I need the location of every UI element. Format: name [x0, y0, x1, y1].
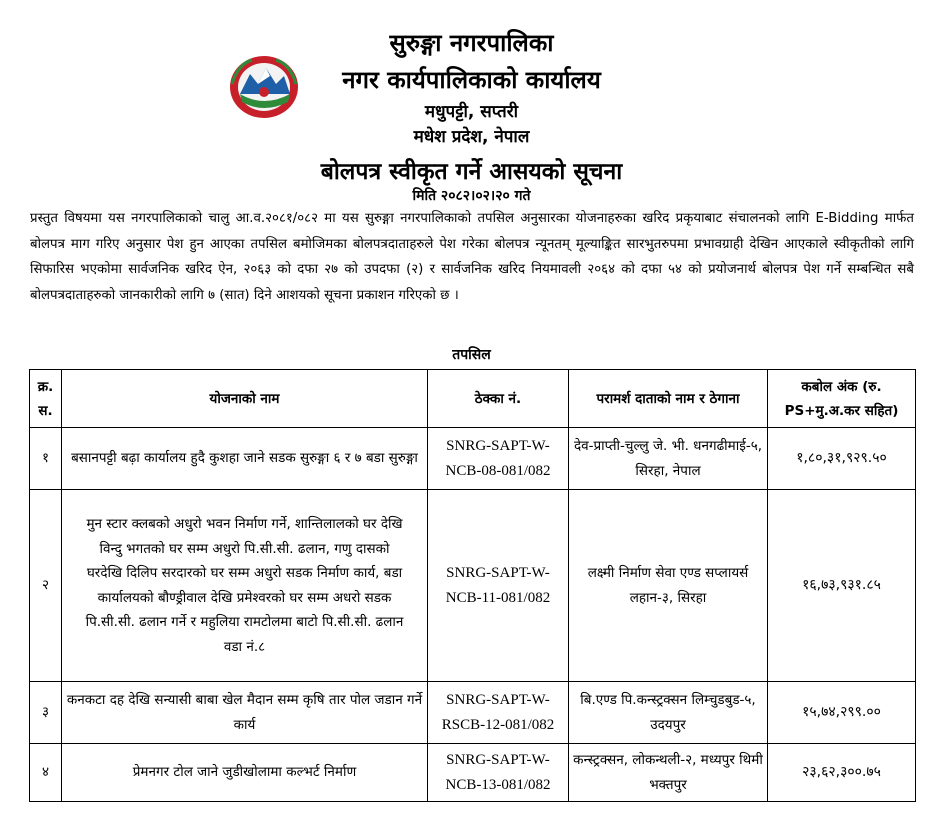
- row-contract: SNRG-SAPT-W-NCB-08-081/082: [428, 428, 569, 490]
- table-row: [30, 428, 916, 490]
- row-contract: SNRG-SAPT-W-RSCB-12-081/082: [428, 682, 569, 744]
- table-row: [30, 490, 916, 682]
- table-row: [30, 682, 916, 744]
- row-project: मुन स्टार क्लबको अधुरो भवन निर्माण गर्ने, शान्तिलालको घर देखि विन्दु भगतको घर सम्म अधुरो पि.सी.सी. ढलान, गणु दासको घरदेखि दिलिप सरदारको घर सम्म अधुरो सडक निर्माण कार्य, बडा कार्यालयको बौण्ड्रीवाल देखि प्रमेश्वरको घर सम्म अधरो सडक पि.सी.सी. ढलान गर्ने र महुलिया रामटोलमा बाटो पि.सी.सी. ढलान वडा नं.८: [62, 490, 428, 682]
- bid-table: [29, 369, 916, 802]
- row-sn: १: [30, 428, 62, 490]
- header-consultant: परामर्श दाताको नाम र ठेगाना: [569, 370, 768, 428]
- row-sn: ३: [30, 682, 62, 744]
- row-bid: २३,६२,३००.७५: [768, 744, 916, 802]
- row-bid: १६,७३,९३१.८५: [768, 490, 916, 682]
- header-sn: क्र. स.: [30, 370, 62, 428]
- office-name: नगर कार्यपालिकाको कार्यालय: [342, 66, 601, 94]
- row-project: बसानपट्टी बढ़ा कार्यालय हुदै कुशहा जाने सडक सुरुङ्गा ६ र ७ बडा सुरुङ्गा: [62, 428, 428, 490]
- row-consultant: बि.एण्ड पि.कन्स्ट्रक्सन लिम्चुडबुड-५, उदयपुर: [569, 682, 768, 744]
- section-title: तपसिल: [452, 347, 491, 363]
- notice-title: बोलपत्र स्वीकृत गर्ने आसयको सूचना: [320, 159, 623, 185]
- row-consultant: देव-प्राप्ती-चुल्लु जे. भी. धनगढीमाई-५, सिरहा, नेपाल: [569, 428, 768, 490]
- row-project: कनकटा दह देखि सन्यासी बाबा खेल मैदान सम्म कृषि तार पोल जडान गर्ने कार्य: [62, 682, 428, 744]
- row-sn: ४: [30, 744, 62, 802]
- office-location: मधुपट्टी, सप्तरी: [424, 102, 519, 122]
- row-bid: १५,७४,२९९.००: [768, 682, 916, 744]
- row-consultant: लक्ष्मी निर्माण सेवा एण्ड सप्लायर्स लहान-३, सिरहा: [569, 490, 768, 682]
- header-bid: कबोल अंक (रु. PS+मु.अ.कर सहित): [768, 370, 916, 428]
- notice-date: मिति २०८२।०२।२० गते: [412, 188, 531, 204]
- header-contract: ठेक्का नं.: [428, 370, 569, 428]
- row-sn: २: [30, 490, 62, 682]
- row-contract: SNRG-SAPT-W-NCB-11-081/082: [428, 490, 569, 682]
- row-bid: १,८०,३१,९२९.५०: [768, 428, 916, 490]
- row-contract: SNRG-SAPT-W-NCB-13-081/082: [428, 744, 569, 802]
- office-province: मधेश प्रदेश, नेपाल: [413, 127, 530, 147]
- row-project: प्रेमनगर टोल जाने जुडीखोलामा कल्भर्ट निर्माण: [62, 744, 428, 802]
- org-name: सुरुङ्गा नगरपालिका: [389, 29, 554, 57]
- row-consultant: कन्स्ट्रक्सन, लोकन्थली-२, मध्यपुर थिमी भक्तपुर: [569, 744, 768, 802]
- table-header-row: [30, 370, 916, 428]
- header-project: योजनाको नाम: [62, 370, 428, 428]
- notice-body: प्रस्तुत विषयमा यस नगरपालिकाको चालु आ.व.२०८१/०८२ मा यस सुरुङ्गा नगरपालिकाको तपसिल अनुसारका योजनाहरुका खरिद प्रकृयाबाट संचालनको लागि E-Bidding मार्फत बोलपत्र माग गरिए अनुसार पेश हुन आएका तपसिल बमोजिमका बोलपत्रदाताहरुले पेश गरेका बोलपत्र न्यूनतम् मूल्याङ्कित सारभुतरुपमा प्रभावग्राही देखिन आएकाले स्वीकृतीको लागि सिफारिस भएकोमा सार्वजनिक खरिद ऐन, २०६३ को दफा २७ को उपदफा (२) र सार्वजनिक खरिद नियमावली २०६४ को दफा ५४ को प्रयोजनार्थ बोलपत्र पेश गर्ने सम्बन्धित सबै बोलपत्रदाताहरुको जानकारीको लागि ७ (सात) दिने आशयको सूचना प्रकाशन गरिएको छ ।: [30, 211, 914, 303]
- table-row: [30, 744, 916, 802]
